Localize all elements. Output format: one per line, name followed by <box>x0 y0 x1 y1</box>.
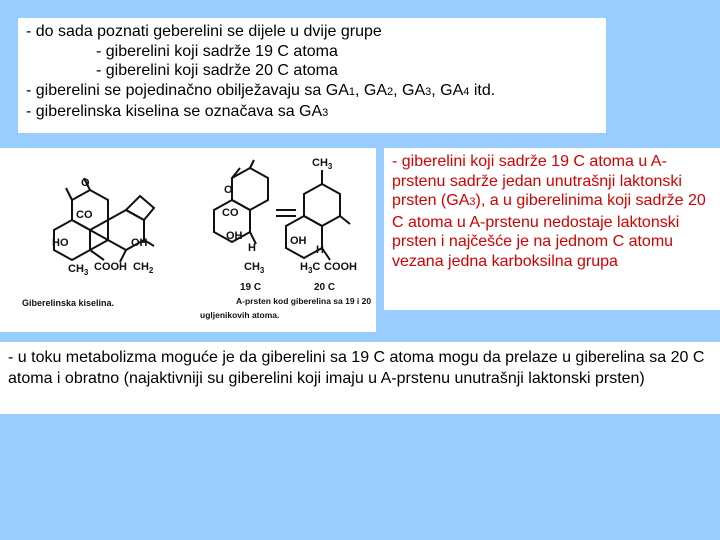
atom-co-19c: CO <box>222 207 239 219</box>
atom-co: CO <box>76 209 93 221</box>
intro-line-2: - giberelini koji sadrže 19 C atoma <box>96 42 338 60</box>
intro-line-4: - giberelini se pojedinačno obilježavaju sa GA1, GA2, GA3, GA4 itd. <box>26 81 496 99</box>
intro-line-3: - giberelini koji sadrže 20 C atoma <box>96 62 338 79</box>
atom-cooh: COOH <box>94 261 127 273</box>
label-19c: 19 C <box>240 282 262 293</box>
atom-oh-20c: OH <box>290 235 307 247</box>
metabolism-text: - u toku metabolizma moguće je da giberelini sa 19 C atoma mogu da prelaze u giberelina sa 20 C atoma i obratno (najaktivniji su giberelini koji imaju u A-prstenu unutrašnji laktonski prsten) <box>8 349 705 387</box>
atom-h-20c: H <box>316 244 324 256</box>
left-caption: Giberelinska kiselina. <box>22 298 115 308</box>
atom-oh-19c: OH <box>226 230 243 242</box>
intro-line-1: - do sada poznati geberelini se dijele u dvije grupe <box>26 23 382 40</box>
atom-ho: HO <box>52 237 69 249</box>
atom-ch2: $CH_2$ <box>133 261 154 275</box>
atom-h-19c: H <box>248 242 256 254</box>
right-caption-line2: ugljenikovih atoma. <box>200 310 280 320</box>
label-20c: 20 C <box>314 282 336 293</box>
gibberellic-acid-structure <box>54 178 154 262</box>
atom-o: O <box>81 177 90 189</box>
ring-a-19c-atoms <box>222 184 265 275</box>
metabolism-text-box <box>0 342 720 414</box>
atom-cooh-20c: COOH <box>324 261 357 273</box>
right-caption-line1: A-prsten kod giberelina sa 19 i 20 <box>236 296 372 306</box>
ring-a-explanation-box <box>384 148 720 310</box>
atom-ch3-19c: $CH_3$ <box>244 261 265 275</box>
atom-ch3-20c: $CH_3$ <box>312 157 333 171</box>
ring-a-sub: 3 <box>469 196 476 209</box>
atom-h3c-20c: $H_3C$ <box>300 261 321 275</box>
structures-drawing <box>0 148 376 332</box>
ring-a-text-after: ), a u giberelinima koji sadrže 20 C atoma u A-prstenu nedostaje laktonski prsten i najčešće je na jednom C atomu vezana jedna karboksilna grupa <box>392 192 706 270</box>
ring-a-20c-atoms <box>290 157 357 275</box>
chemical-structures-figure <box>0 148 376 332</box>
atom-o-19c: O <box>224 184 233 196</box>
intro-text-box <box>18 18 606 133</box>
atom-oh: OH <box>131 237 148 249</box>
intro-line-5: - giberelinska kiselina se označava sa GA3 <box>26 103 329 120</box>
atom-ch3: $CH_3$ <box>68 263 89 277</box>
ring-a-text-before: - giberelini koji sadrže 19 C atoma u A-prstenu sadrže jedan unutrašnji laktonski prsten (GA <box>392 153 682 210</box>
equilibrium-arrows <box>276 210 296 216</box>
